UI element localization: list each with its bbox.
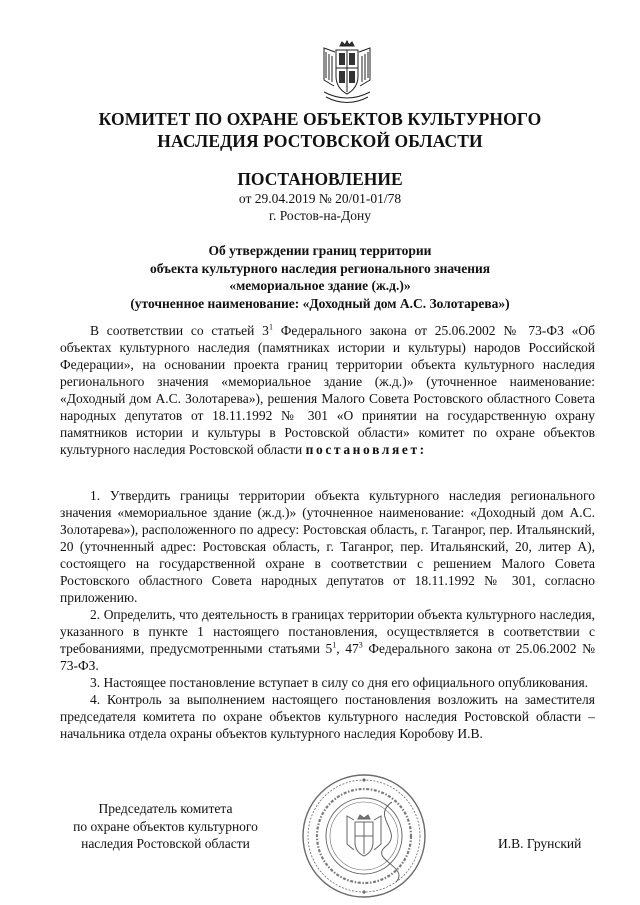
- document-type: ПОСТАНОВЛЕНИЕ: [237, 169, 403, 189]
- signer-position-line3: наследия Ростовской области: [81, 836, 250, 851]
- signer-name: И.В. Грунский: [498, 836, 582, 851]
- preamble-paragraph: [60, 322, 595, 458]
- item2-sup2: 3: [358, 640, 363, 650]
- decree-item-2: [60, 606, 595, 674]
- document-date-number: от 29.04.2019 № 20/01-01/78: [238, 191, 402, 206]
- signer-position: [58, 800, 273, 853]
- subject-line3: «мемориальное здание (ж.д.)»: [229, 278, 411, 293]
- signer-position-line1: Председатель комитета: [98, 801, 233, 816]
- coat-of-arms-icon: [318, 40, 376, 110]
- document-subject: [60, 242, 580, 312]
- organization-title-line1: КОМИТЕТ ПО ОХРАНЕ ОБЪЕКТОВ КУЛЬТУРНОГО: [98, 109, 542, 129]
- decree-item-4: 4. Контроль за выполнением настоящего постановления возложить на заместителя председателя комитета по охране объектов культурного наследия Ростовской области – начальника отдела охраны объектов культурного наследия Коробову И.В.: [60, 692, 595, 741]
- preamble-part1: В соответствии со статьей 3: [90, 323, 269, 338]
- decree-item-3: 3. Настоящее постановление вступает в силу со дня его официального опубликования.: [90, 675, 589, 690]
- decree-items: [60, 487, 595, 742]
- item2-part3: Федерального закона от 25.06.2002 № 73-ФЗ.: [60, 641, 595, 673]
- decree-word: постановляет:: [305, 442, 427, 457]
- item2-part2: , 47: [336, 641, 359, 656]
- item2-sup1: 1: [332, 640, 337, 650]
- preamble-part2: Федерального закона от 25.06.2002 № 73-ФЗ «Об объектах культурного наследия (памятниках истории и культуры) народов Российской Федерации», на основании проекта границ территории объекта культурного наследия регионального значения «мемориальное здание (ж.д.)» (уточненное наименование: «Доходный дом А.С. Золотарева»), решения Малого Совета Ростовского областного Совета народных депутатов от 18.11.1992 № 301 «О принятии на государственную охрану памятников истории и культуры в Ростовской области» комитет по охране объектов культурного наследия Ростовской области: [60, 323, 595, 457]
- document-city: г. Ростов-на-Дону: [268, 208, 371, 223]
- subject-line4: (уточненное наименование: «Доходный дом А.С. Золотарева»): [130, 295, 510, 311]
- decree-item-1: 1. Утвердить границы территории объекта культурного наследия регионального значения «мемориальное здание (ж.д.)» (уточненное наименование: «Доходный дом А.С. Золотарева»), расположенного по адресу: Ростовская область, г. Таганрог, пер. Итальянский, 20 (уточненный адрес: Ростовская область, г. Таганрог, пер. Итальянский, 20, литер А), состоящего на государственной охране в соответствии с решением Малого Совета Ростовского областного Совета народных депутатов от 18.11.1992 № 301, согласно приложению.: [60, 488, 595, 605]
- preamble-sup: 1: [268, 322, 273, 332]
- signer-position-line2: по охране объектов культурного: [73, 818, 258, 834]
- official-seal-icon: [300, 772, 428, 900]
- organization-title-line2: НАСЛЕДИЯ РОСТОВСКОЙ ОБЛАСТИ: [157, 131, 483, 151]
- subject-line2: объекта культурного наследия регионального значения: [149, 260, 491, 276]
- subject-line1: Об утверждении границ территории: [208, 243, 432, 258]
- item2-part1: 2. Определить, что деятельность в границах территории объекта культурного наследия, указанного в пункте 1 настоящего постановления, осуществляется в соответствии с требованиями, предусмотренными статьями 5: [60, 607, 595, 656]
- organization-title: [60, 108, 580, 152]
